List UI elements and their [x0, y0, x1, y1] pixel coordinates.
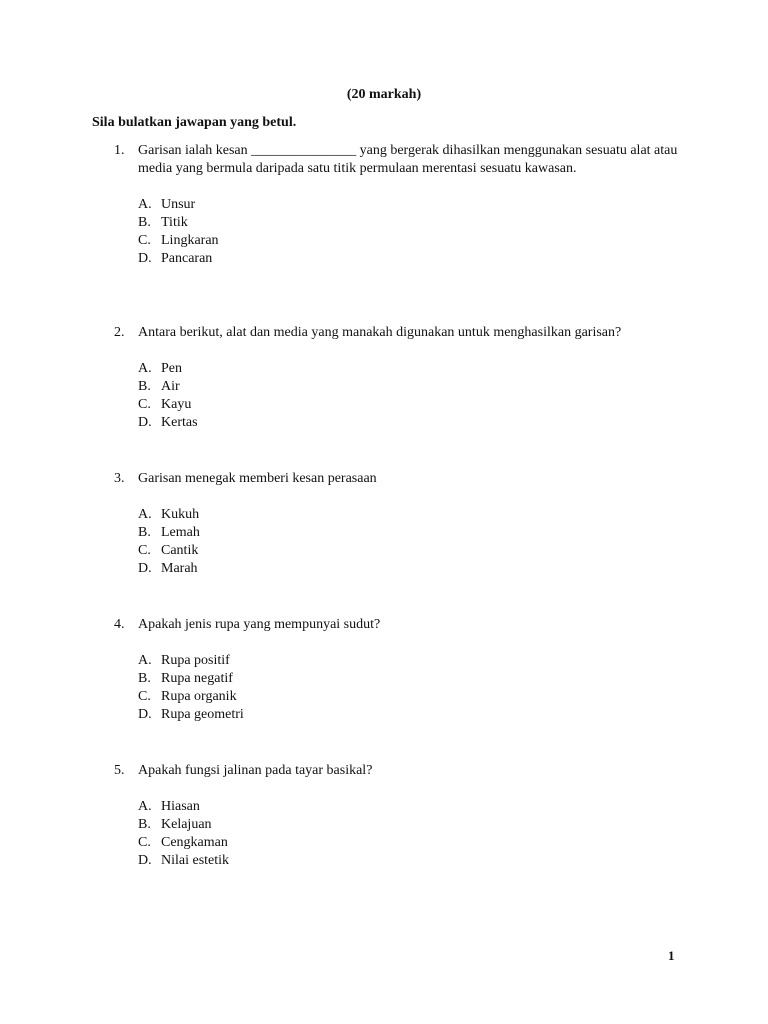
option-b[interactable] [138, 378, 694, 396]
option-letter: A. [138, 197, 152, 212]
option-letter: A. [138, 653, 152, 668]
question-number: 4. [114, 617, 125, 632]
option-letter: C. [138, 233, 151, 248]
option-c[interactable] [138, 688, 694, 706]
question-text: Apakah jenis rupa yang mempunyai sudut? [138, 617, 381, 632]
option-c[interactable] [138, 396, 694, 414]
question-2 [114, 324, 694, 432]
question-text: Garisan menegak memberi kesan perasaan [138, 471, 377, 486]
question-1 [114, 142, 694, 268]
option-text: Lingkaran [161, 233, 219, 248]
question-text: Antara berikut, alat dan media yang manakah digunakan untuk menghasilkan garisan? [138, 325, 622, 340]
option-b[interactable] [138, 214, 694, 232]
option-text: Rupa organik [161, 689, 237, 704]
option-c[interactable] [138, 542, 694, 560]
option-text: Hiasan [161, 799, 200, 814]
option-list [138, 798, 694, 870]
option-a[interactable] [138, 506, 694, 524]
option-d[interactable] [138, 414, 694, 432]
option-a[interactable] [138, 798, 694, 816]
option-text: Rupa negatif [161, 671, 233, 686]
option-text: Kelajuan [161, 817, 212, 832]
option-list [138, 196, 694, 268]
option-letter: B. [138, 215, 151, 230]
question-text: Garisan ialah kesan _______________ yang bergerak dihasilkan menggunakan sesuatu alat atau media yang bermula daripada satu titik permulaan merentasi sesuatu kawasan. [138, 143, 678, 176]
option-letter: D. [138, 853, 152, 868]
marks-heading: (20 markah) [346, 87, 422, 102]
option-a[interactable] [138, 360, 694, 378]
option-letter: D. [138, 251, 152, 266]
option-text: Pancaran [161, 251, 213, 266]
option-letter: D. [138, 707, 152, 722]
question-number: 3. [114, 471, 125, 486]
question-4 [114, 616, 694, 724]
option-letter: D. [138, 561, 152, 576]
option-text: Titik [161, 215, 188, 230]
question-number: 5. [114, 763, 125, 778]
option-letter: B. [138, 525, 151, 540]
option-a[interactable] [138, 652, 694, 670]
question-number: 2. [114, 325, 125, 340]
option-d[interactable] [138, 250, 694, 268]
option-letter: B. [138, 671, 151, 686]
option-c[interactable] [138, 834, 694, 852]
option-text: Cantik [161, 543, 199, 558]
option-c[interactable] [138, 232, 694, 250]
option-text: Air [161, 379, 180, 394]
option-b[interactable] [138, 816, 694, 834]
instruction-text: Sila bulatkan jawapan yang betul. [92, 115, 297, 130]
option-text: Kertas [161, 415, 198, 430]
option-letter: C. [138, 835, 151, 850]
question-text: Apakah fungsi jalinan pada tayar basikal? [138, 763, 373, 778]
option-d[interactable] [138, 560, 694, 578]
option-text: Marah [161, 561, 198, 576]
option-d[interactable] [138, 852, 694, 870]
option-b[interactable] [138, 524, 694, 542]
option-text: Cengkaman [161, 835, 228, 850]
option-text: Pen [161, 361, 182, 376]
option-text: Unsur [161, 197, 196, 212]
option-letter: A. [138, 507, 152, 522]
option-letter: C. [138, 543, 151, 558]
option-text: Nilai estetik [161, 853, 230, 868]
option-letter: A. [138, 361, 152, 376]
option-letter: B. [138, 379, 151, 394]
question-3 [114, 470, 694, 578]
option-text: Kayu [161, 397, 192, 412]
page-number: 1 [668, 948, 675, 963]
option-b[interactable] [138, 670, 694, 688]
option-text: Kukuh [161, 507, 200, 522]
option-text: Lemah [161, 525, 200, 540]
option-letter: D. [138, 415, 152, 430]
option-letter: C. [138, 689, 151, 704]
option-letter: C. [138, 397, 151, 412]
option-list [138, 506, 694, 578]
option-a[interactable] [138, 196, 694, 214]
option-text: Rupa geometri [161, 707, 244, 722]
option-list [138, 652, 694, 724]
question-5 [114, 762, 694, 870]
option-d[interactable] [138, 706, 694, 724]
option-letter: B. [138, 817, 151, 832]
option-list [138, 360, 694, 432]
question-number: 1. [114, 143, 125, 158]
option-letter: A. [138, 799, 152, 814]
option-text: Rupa positif [161, 653, 230, 668]
